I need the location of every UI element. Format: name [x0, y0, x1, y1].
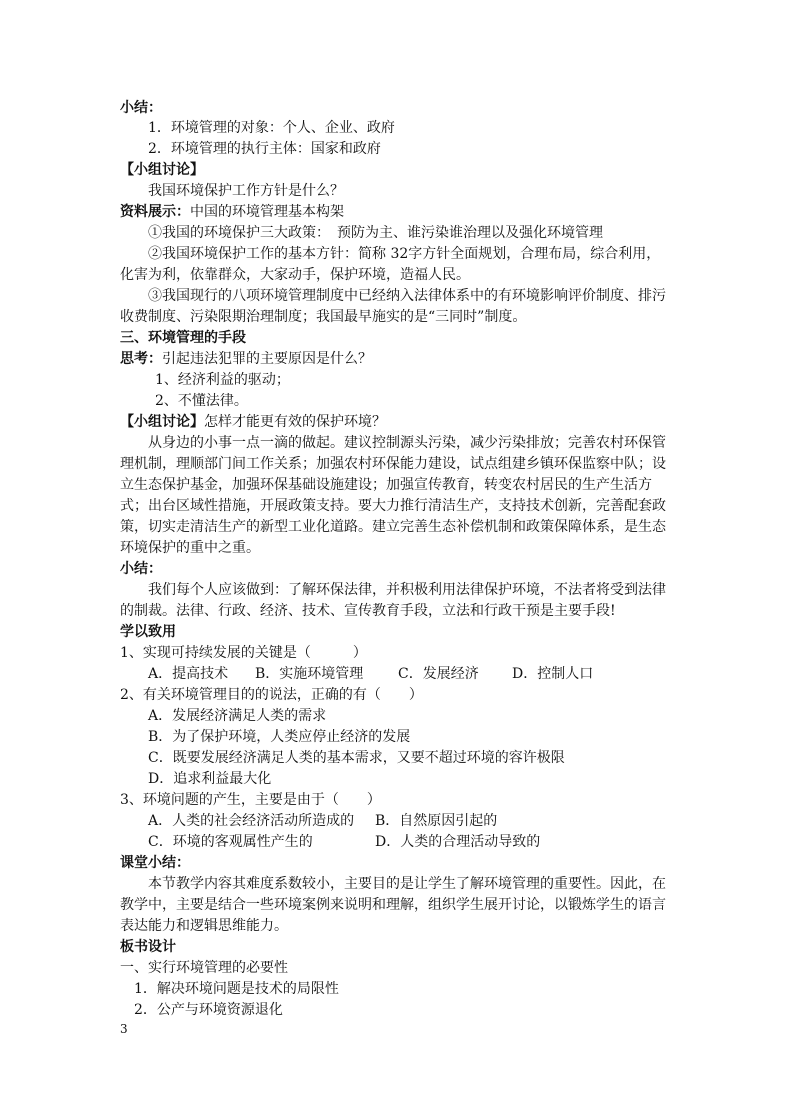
discussion-text: 环境保护的重中之重。: [120, 540, 260, 556]
discussion-question: 怎样才能更有效的保护环境？: [204, 414, 386, 430]
option-d: D．人类的合理活动导致的: [375, 834, 541, 850]
summary-item: 2．环境管理的执行主体：国家和政府: [148, 141, 381, 157]
page-number: 3: [120, 1022, 128, 1036]
board-section: 一、实行环境管理的必要性: [120, 960, 288, 976]
question-2: 2、有关环境管理目的的说法，正确的有（ ）: [120, 687, 423, 703]
section-title: 三、环境管理的手段: [120, 330, 246, 346]
option-d: D．控制人口: [512, 666, 594, 682]
class-summary-text: 表达能力和逻辑思维能力。: [120, 918, 288, 934]
option-c: C．发展经济: [398, 666, 479, 682]
option-b: B．为了保护环境，人类应停止经济的发展: [148, 729, 411, 745]
option-a: A．提高技术: [148, 666, 229, 682]
option-c: C．环境的客观属性产生的: [148, 834, 313, 850]
class-summary-text: 本节教学内容其难度系数较小，主要目的是让学生了解环境管理的重要性。因此，在: [148, 876, 666, 892]
discussion-text: 式；出台区域性措施，开展政策支持。要大力推行清洁生产，支持技术创新，完善配套政: [120, 498, 666, 514]
option-d: D．追求利益最大化: [148, 771, 272, 787]
exercise-heading: 学以致用: [120, 624, 176, 640]
discussion-text: 策，切实走清洁生产的新型工业化道路。建立完善生态补偿机制和政策保障体系，是生态: [120, 519, 666, 535]
think-answer: 1、经济利益的驱动；: [155, 372, 290, 388]
discussion-line: [120, 413, 386, 431]
board-heading: 板书设计: [120, 939, 176, 955]
board-item: 1．解决环境问题是技术的局限性: [134, 981, 339, 997]
think-question: 引起违法犯罪的主要原因是什么？: [162, 351, 372, 367]
summary-text: 的制裁。法律、行政、经济、技术、宣传教育手段，立法和行政干预是主要手段!: [120, 603, 616, 619]
material-paragraph: 收费制度、污染限期治理制度；我国最早施实的是“三同时”制度。: [120, 309, 527, 325]
discussion-text: 立生态保护基金，加强环保基础设施建设；加强宣传教育，转变农村居民的生产生活方: [120, 477, 652, 493]
discussion-label: 【小组讨论】: [120, 414, 204, 430]
option-a: A．人类的社会经济活动所造成的: [148, 813, 355, 829]
option-c: C．既要发展经济满足人类的基本需求，又要不超过环境的容许极限: [148, 750, 565, 766]
material-paragraph: ①我国的环境保护三大政策： 预防为主、谁污染谁治理以及强化环境管理: [148, 225, 603, 241]
think-label: 思考：: [120, 351, 162, 367]
question-3: 3、环境问题的产生，主要是由于（ ）: [120, 792, 381, 808]
class-summary-heading: 课堂小结：: [120, 855, 190, 871]
think-line: [120, 350, 372, 368]
material-label: 资料展示：: [120, 204, 190, 220]
material-paragraph: 化害为利，依靠群众，大家动手，保护环境，造福人民。: [120, 267, 470, 283]
class-summary-text: 教学中，主要是结合一些环境案例来说明和理解，组织学生展开讨论，以锻炼学生的语言: [120, 897, 666, 913]
discussion-question: 我国环境保护工作方针是什么？: [148, 183, 344, 199]
option-b: B．自然原因引起的: [375, 813, 498, 829]
option-a: A．发展经济满足人类的需求: [148, 708, 327, 724]
discussion-label: 【小组讨论】: [120, 162, 204, 178]
material-line: [120, 203, 344, 221]
material-paragraph: ②我国环境保护工作的基本方针：简称 32字方针全面规划，合理布局，综合利用，: [148, 246, 661, 262]
material-paragraph: ③我国现行的八项环境管理制度中已经纳入法律体系中的有环境影响评价制度、排污: [148, 288, 666, 304]
option-b: B．实施环境管理: [255, 666, 364, 682]
material-title: 中国的环境管理基本构架: [190, 204, 344, 220]
summary-item: 1．环境管理的对象：个人、企业、政府: [148, 120, 395, 136]
think-answer: 2、不懂法律。: [155, 393, 248, 409]
question-1: 1、实现可持续发展的关键是（ ）: [120, 645, 367, 661]
discussion-text: 从身边的小事一点一滴的做起。建议控制源头污染，减少污染排放；完善农村环保管: [148, 435, 666, 451]
summary-heading: 小结：: [120, 100, 162, 116]
discussion-text: 理机制，理顺部门间工作关系；加强农村环保能力建设，试点组建乡镇环保监察中队；设: [120, 456, 666, 472]
board-item: 2．公产与环境资源退化: [134, 1002, 283, 1018]
summary-text: 我们每个人应该做到：了解环保法律，并积极利用法律保护环境，不法者将受到法律: [148, 582, 666, 598]
summary-heading: 小结：: [120, 561, 162, 577]
